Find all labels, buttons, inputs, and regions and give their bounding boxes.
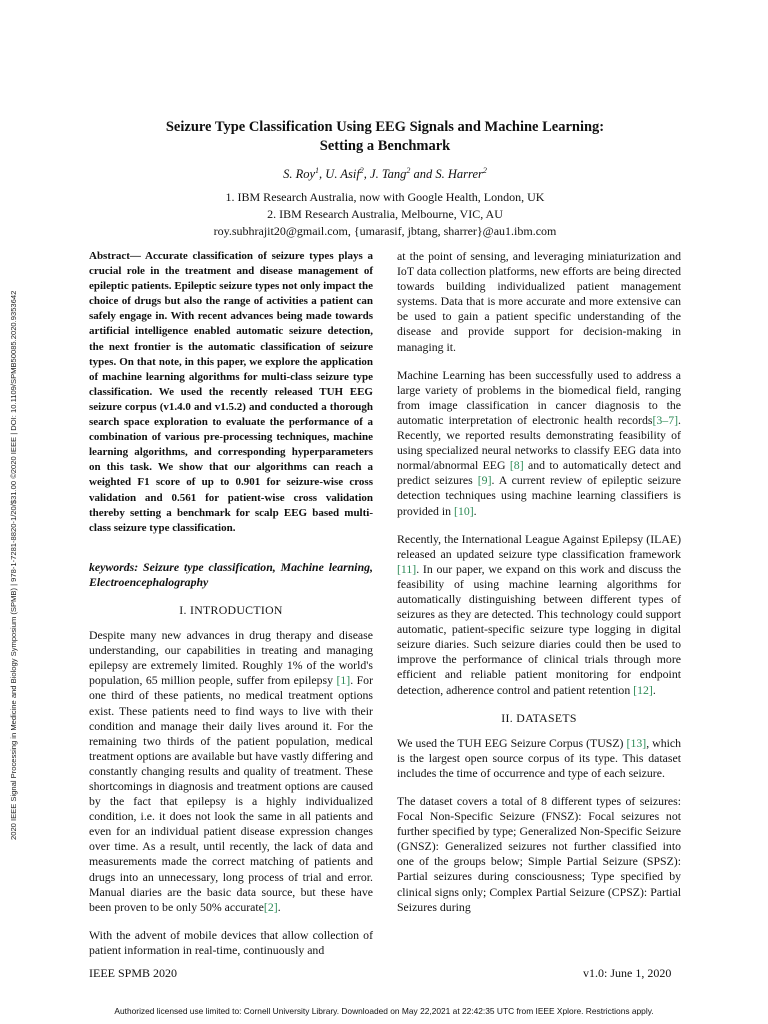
paragraph-text: . Recently, we reported results demonstrating feasibility of using specialized neural networks to classify EEG data into normal/abnormal EEG — [397, 412, 681, 473]
paragraph-text: Recently, the International League Against Epilepsy (ILAE) released an updated seizure type classification framework — [397, 531, 681, 561]
author-emails: roy.subhrajit20@gmail.com, {umarasif, jbtang, sharrer}@au1.ibm.com — [213, 224, 557, 239]
paragraph-text: . In our paper, we expand on this work and discuss the feasibility of using machine learning algorithms for automatically distinguishing between different types of seizures as they are detected. This technology could support automatic, patient-specific seizure type logging in digital seizure diaries. Such seizure diaries could then be used to improve the performance of clinical trials through more efficient and reliable patient monitoring for endpoint detection, adherence control and patient retention — [397, 561, 681, 697]
paragraph-text: . — [473, 503, 477, 518]
title-block — [90, 118, 680, 240]
intro-paragraph-1 — [89, 628, 373, 915]
keywords: keywords: Seizure type classification, Machine learning, Electroencephalography — [89, 559, 373, 589]
paragraph-text: Machine Learning has been successfully used to address a large variety of problems in the biomedical field, ranging from image classification in cancer diagnosis to the automatic interpretation of electronic health records — [397, 367, 681, 427]
citation-link[interactable]: [2] — [263, 899, 278, 914]
paragraph-text: and to automatically detect and predict seizures — [397, 458, 681, 488]
section-heading-introduction: I. INTRODUCTION — [179, 602, 283, 617]
paragraph-text: We used the TUH EEG Seizure Corpus (TUSZ) — [397, 735, 627, 750]
left-column — [89, 249, 373, 971]
license-notice: Authorized licensed use limited to: Cornell University Library. Downloaded on May 22,2021 at 22:42:35 UTC from IEEE Xplore. Restrictions apply. — [114, 1006, 654, 1016]
author-name: U. Asif — [325, 167, 360, 182]
author-affil-mark: 2 — [359, 166, 364, 175]
intro-paragraph-2: With the advent of mobile devices that allow collection of patient information in real-time, continuously and — [89, 927, 373, 957]
title-line-1: Seizure Type Classification Using EEG Signals and Machine Learning: — [165, 119, 605, 135]
author-separator: , — [363, 167, 371, 182]
paragraph-text: Despite many new advances in drug therapy and disease understanding, our capabilities in treating and managing epilepsy are extremely limited. Roughly 1% of the world's population, 65 million people, suffer from epilepsy — [89, 628, 373, 688]
intro-paragraph-5 — [397, 532, 681, 698]
section-heading-datasets: II. DATASETS — [501, 710, 577, 725]
paragraph-text: . — [277, 899, 281, 914]
author-name: J. Tang — [370, 167, 407, 182]
citation-link[interactable]: [8] — [509, 458, 524, 473]
paragraph-text: , which is the largest open source corpus of its type. This dataset includes the time of occurrence and type of each seizure. — [397, 735, 682, 780]
footer-venue: IEEE SPMB 2020 — [89, 966, 178, 980]
side-doi-stamp: 2020 IEEE Signal Processing in Medicine and Biology Symposium (SPMB) | 978-1-7281-8820-1/20/$31.00 ©2020 IEEE | DOI: 10.1109/SPMB50085.2020.9353642 — [9, 290, 18, 840]
affiliation-2: 2. IBM Research Australia, Melbourne, VIC, AU — [267, 207, 503, 222]
citation-link[interactable]: [3–7] — [652, 412, 679, 427]
author-separator: and — [410, 167, 436, 182]
author-affil-mark: 2 — [482, 166, 487, 175]
citation-link[interactable]: [13] — [626, 735, 647, 750]
footer-version: v1.0: June 1, 2020 — [583, 966, 672, 980]
author-affil-mark: 2 — [406, 166, 411, 175]
affiliation-1: 1. IBM Research Australia, now with Google Health, London, UK — [225, 190, 545, 205]
datasets-paragraph-1 — [397, 736, 681, 781]
abstract: Abstract— Accurate classification of seizure types plays a crucial role in the treatment and disease management of epileptic patients. Epileptic seizure types not only impact the choice of drugs but also the range of activities a patient can safely engage in. With recent advances being made towards artificial intelligence enabled automatic seizure detection, the next frontier is the automatic classification of seizure types. On that note, in this paper, we explore the application of machine learning algorithms for multi-class seizure type classification. We used the recently released TUH EEG seizure corpus (v1.4.0 and v1.5.2) and conducted a thorough search space exploration to evaluate the performance of a combination of various pre-processing techniques, machine learning algorithms, and corresponding hyperparameters on this task. We show that our algorithms can reach a weighted F1 score of up to 0.901 for seizure-wise cross validation and 0.561 for patient-wise cross validation thereby setting a benchmark for scalp EEG based multi-class seizure type classification. — [89, 250, 373, 534]
citation-link[interactable]: [11] — [397, 561, 417, 576]
intro-paragraph-3: at the point of sensing, and leveraging miniaturization and IoT data collection platforms, new efforts are being directed towards building individualized patient management systems. Data that is more accurate and more extensive can be used to gain a patient specific understanding of the disease and provide support for decision-making in managing it. — [397, 249, 681, 354]
paragraph-text: . A current review of epileptic seizure detection techniques using machine learning classifiers is provided in — [397, 473, 681, 518]
author-name: S. Harrer — [435, 167, 483, 182]
citation-link[interactable]: [10] — [454, 503, 474, 518]
title-line-2: Setting a Benchmark — [319, 138, 451, 154]
intro-paragraph-4 — [397, 368, 681, 519]
right-column — [397, 249, 681, 928]
author-name: S. Roy — [283, 167, 316, 182]
author-affil-mark: 1 — [315, 166, 320, 175]
citation-link[interactable]: [12] — [633, 682, 653, 697]
citation-link[interactable]: [1] — [336, 673, 351, 688]
datasets-paragraph-2: The dataset covers a total of 8 different types of seizures: Focal Non-Specific Seizure (FNSZ): Focal seizures not further specified by type; Generalized Non-Specific Seizure (GNSZ): Generalized seizures not further classified into one of the groups below; Simple Partial Seizure (SPSZ): Partial seizures during consciousness; Type specified by clinical signs only; Complex Partial Seizure (CPSZ): Partial Seizures during — [397, 794, 681, 914]
author-separator: , — [319, 167, 326, 182]
paper-title — [90, 118, 680, 156]
citation-link[interactable]: [9] — [477, 473, 492, 488]
paragraph-text: . For one third of these patients, no medical treatment options exist. These patients need to find ways to live with their condition and manage their daily lives around it. For the remaining two thirds of the patient population, medical treatment options are available but have vastly differing and constantly changing results and quality of treatment. These shortcomings in diagnosis and treatment options are caused by the fact that epilepsy is a highly individualized condition, i.e. it does not look the same in all patients and even for an individual patient disease expression changes over time. As a result, until recently, the lack of data and measurements made the correct matching of patients and drugs into an unnecessary, long process of trial and error. Manual diaries are the basic data source, but these have been proven to be only 50% accurate — [89, 673, 373, 914]
author-list — [90, 166, 680, 182]
paragraph-text: . — [652, 682, 656, 697]
